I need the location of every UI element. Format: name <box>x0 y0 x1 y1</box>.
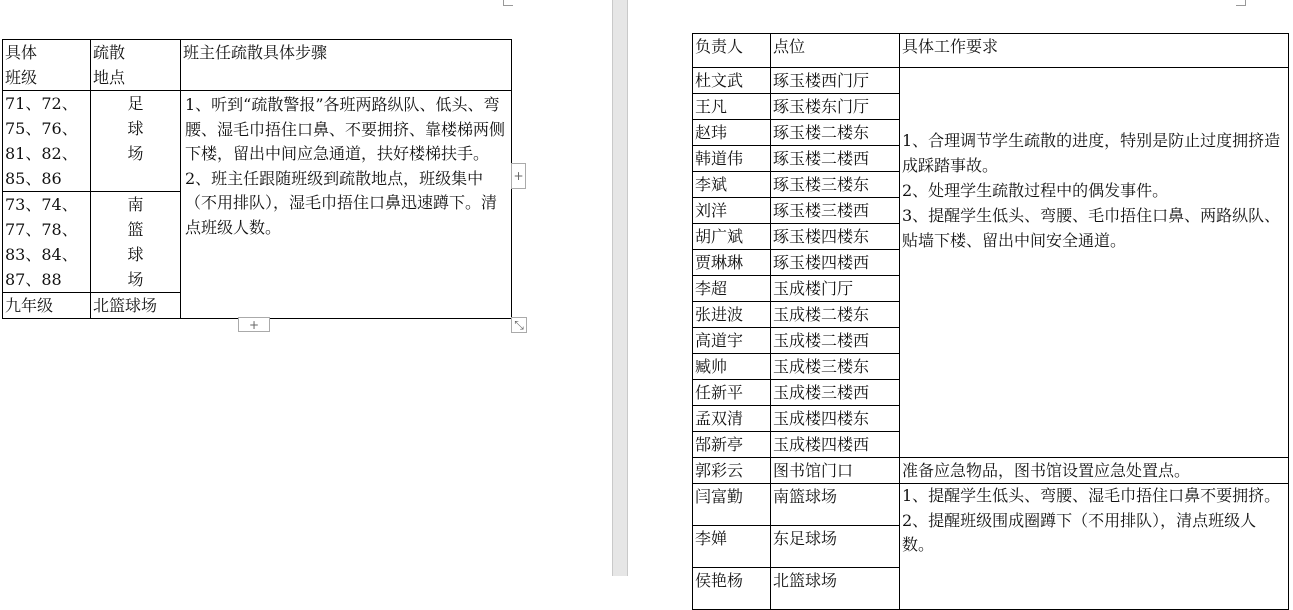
duty-post: 琢玉楼四楼西 <box>773 253 870 272</box>
page-corner-marker <box>1236 0 1246 6</box>
table-cell[interactable] <box>91 293 181 319</box>
table-cell[interactable] <box>771 224 900 250</box>
table-cell[interactable] <box>693 172 771 198</box>
evacuation-place: 北篮球场 <box>93 296 158 315</box>
table-row <box>693 458 1289 484</box>
table-cell[interactable] <box>771 354 900 380</box>
page-gutter <box>612 0 628 576</box>
table-cell[interactable] <box>91 192 181 293</box>
header-place-label: 疏散 地点 <box>93 43 126 87</box>
table-cell[interactable] <box>693 198 771 224</box>
duty-post: 玉成楼二楼东 <box>773 305 870 324</box>
table-cell[interactable] <box>693 458 771 484</box>
table-resize-handle[interactable]: ⤡ <box>511 317 527 333</box>
person-name: 闫富勤 <box>695 487 744 506</box>
table-cell[interactable] <box>693 354 771 380</box>
header-requirement-label: 具体工作要求 <box>902 37 999 56</box>
header-steps-label: 班主任疏散具体步骤 <box>183 43 328 62</box>
table-row <box>3 91 512 192</box>
table-cell[interactable] <box>771 328 900 354</box>
table-cell[interactable] <box>693 302 771 328</box>
page-corner-marker <box>503 0 513 6</box>
class-evacuation-table[interactable] <box>2 39 512 319</box>
table-cell[interactable] <box>771 120 900 146</box>
duty-post: 琢玉楼西门厅 <box>773 71 870 90</box>
duty-post: 玉成楼三楼东 <box>773 357 870 376</box>
header-cell[interactable] <box>771 34 900 68</box>
page-edge-line <box>612 0 613 576</box>
person-name: 李超 <box>695 279 728 298</box>
table-cell[interactable] <box>771 276 900 302</box>
header-person-label: 负责人 <box>695 37 744 56</box>
evacuation-place: 南 篮 球 场 <box>127 195 144 289</box>
add-column-button[interactable]: + <box>511 163 526 189</box>
class-list: 九年级 <box>5 296 54 315</box>
table-cell[interactable] <box>771 198 900 224</box>
person-name: 李婵 <box>695 529 728 548</box>
table-cell[interactable] <box>3 293 91 319</box>
duty-post: 玉成楼四楼西 <box>773 435 870 454</box>
work-requirement-text: 1、提醒学生低头、弯腰、湿毛巾捂住口鼻不要拥挤。 2、提醒班级围成圈蹲下（不用排队），清点班级人数。 <box>902 486 1281 554</box>
person-name: 韩道伟 <box>695 149 744 168</box>
person-name: 臧帅 <box>695 357 728 376</box>
table-cell[interactable] <box>900 458 1289 484</box>
duty-post: 琢玉楼四楼东 <box>773 227 870 246</box>
table-cell[interactable] <box>771 250 900 276</box>
table-cell[interactable] <box>693 432 771 458</box>
table-cell[interactable] <box>771 432 900 458</box>
person-name: 张进波 <box>695 305 744 324</box>
class-list: 71、72、 75、76、 81、82、 85、86 <box>5 94 78 188</box>
duty-post: 琢玉楼东门厅 <box>773 97 870 116</box>
person-name: 郭彩云 <box>695 461 744 480</box>
duty-post: 北篮球场 <box>773 571 838 590</box>
person-name: 刘洋 <box>695 201 728 220</box>
table-cell[interactable] <box>771 94 900 120</box>
table-cell[interactable] <box>181 91 512 319</box>
person-name: 杜文武 <box>695 71 744 90</box>
evacuation-place: 足 球 场 <box>127 94 144 163</box>
add-row-button[interactable]: + <box>238 317 270 332</box>
table-cell[interactable] <box>771 68 900 94</box>
table-cell[interactable] <box>771 146 900 172</box>
person-name: 孟双清 <box>695 409 744 428</box>
table-cell[interactable] <box>693 328 771 354</box>
duty-post: 玉成楼三楼西 <box>773 383 870 402</box>
class-list: 73、74、 77、78、 83、84、 87、88 <box>5 195 78 289</box>
table-cell[interactable] <box>771 302 900 328</box>
person-name: 高道宇 <box>695 331 744 350</box>
table-cell[interactable] <box>693 120 771 146</box>
table-cell[interactable] <box>91 91 181 192</box>
table-cell[interactable] <box>771 458 900 484</box>
table-cell[interactable] <box>693 406 771 432</box>
duty-post: 琢玉楼二楼东 <box>773 123 870 142</box>
header-cell[interactable] <box>693 34 771 68</box>
header-class-label: 具体 班级 <box>5 43 38 87</box>
person-name: 王凡 <box>695 97 728 116</box>
duty-post: 玉成楼四楼东 <box>773 409 870 428</box>
header-cell[interactable] <box>181 40 512 91</box>
table-cell[interactable] <box>693 276 771 302</box>
staff-duty-table[interactable] <box>692 33 1289 610</box>
work-requirement-text: 1、合理调节学生疏散的进度，特别是防止过度拥挤造成踩踏事故。 2、处理学生疏散过程中的偶发事件。 3、提醒学生低头、弯腰、毛巾捂住口鼻、两路纵队、贴墙下楼、留出中间安全通道。 <box>902 131 1281 250</box>
duty-post: 东足球场 <box>773 529 838 548</box>
table-cell[interactable] <box>693 526 771 568</box>
table-header-row <box>693 34 1289 68</box>
header-cell[interactable] <box>900 34 1289 68</box>
table-cell[interactable] <box>693 94 771 120</box>
table-cell[interactable] <box>771 484 900 526</box>
person-name: 贾琳琳 <box>695 253 744 272</box>
person-name: 侯艳杨 <box>695 571 744 590</box>
table-cell[interactable] <box>771 406 900 432</box>
table-cell[interactable] <box>3 91 91 192</box>
table-cell[interactable] <box>771 526 900 568</box>
table-cell[interactable] <box>900 68 1289 458</box>
table-row <box>693 68 1289 94</box>
table-cell[interactable] <box>693 484 771 526</box>
table-cell[interactable] <box>771 380 900 406</box>
duty-post: 玉成楼二楼西 <box>773 331 870 350</box>
teacher-steps-text: 1、听到“疏散警报”各班两路纵队、低头、弯腰、湿毛巾捂住口鼻、不要拥挤、靠楼梯两侧下楼，留出中间应急通道，扶好楼梯扶手。 2、班主任跟随班级到疏散地点，班级集中（不用排队），湿毛巾捂住口鼻迅速蹲下。清点班级人数。 <box>185 95 506 237</box>
table-cell[interactable] <box>693 380 771 406</box>
duty-post: 琢玉楼三楼东 <box>773 175 870 194</box>
person-name: 任新平 <box>695 383 744 402</box>
table-cell[interactable] <box>693 224 771 250</box>
duty-post: 琢玉楼二楼西 <box>773 149 870 168</box>
table-row <box>693 484 1289 526</box>
duty-post: 玉成楼门厅 <box>773 279 854 298</box>
table-cell[interactable] <box>693 146 771 172</box>
header-post-label: 点位 <box>773 37 806 56</box>
work-requirement-text: 准备应急物品，图书馆设置应急处置点。 <box>902 461 1191 480</box>
table-cell[interactable] <box>900 484 1289 610</box>
table-cell[interactable] <box>3 192 91 293</box>
duty-post: 图书馆门口 <box>773 461 854 480</box>
person-name: 赵玮 <box>695 123 728 142</box>
table-cell[interactable] <box>693 68 771 94</box>
person-name: 李斌 <box>695 175 728 194</box>
table-cell[interactable] <box>693 250 771 276</box>
header-cell[interactable] <box>91 40 181 91</box>
table-cell[interactable] <box>771 172 900 198</box>
person-name: 胡广斌 <box>695 227 744 246</box>
person-name: 郜新亭 <box>695 435 744 454</box>
duty-post: 琢玉楼三楼西 <box>773 201 870 220</box>
duty-post: 南篮球场 <box>773 487 838 506</box>
table-cell[interactable] <box>771 568 900 610</box>
table-header-row <box>3 40 512 91</box>
table-cell[interactable] <box>693 568 771 610</box>
header-cell[interactable] <box>3 40 91 91</box>
